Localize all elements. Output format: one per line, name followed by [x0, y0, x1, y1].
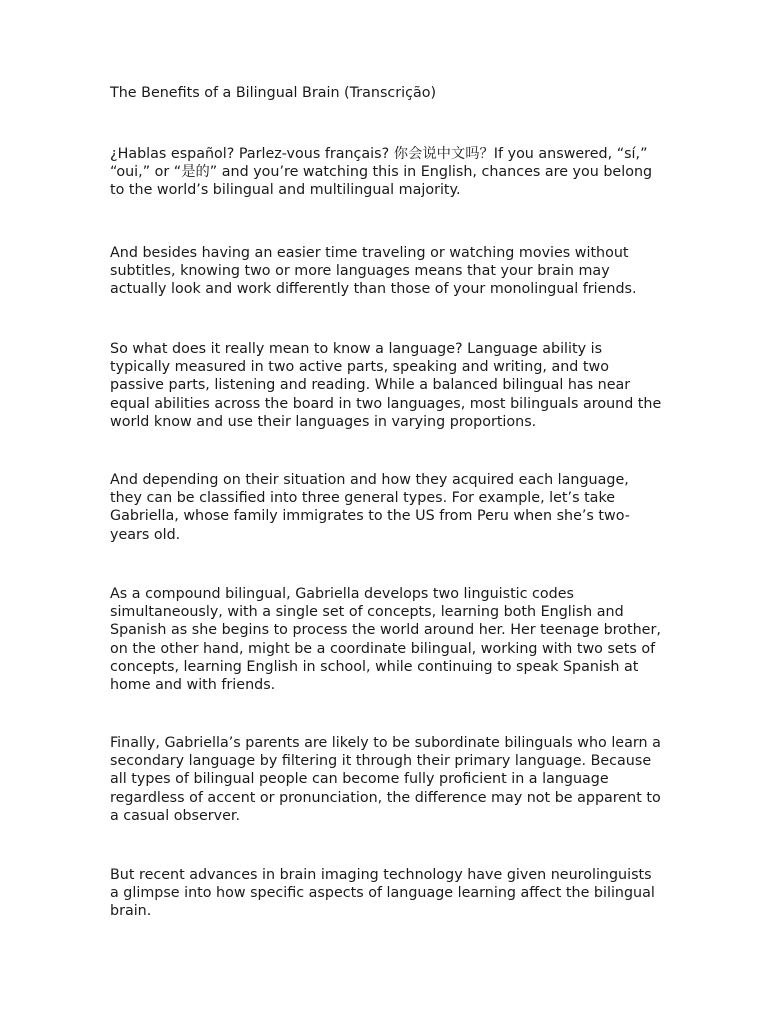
paragraph-line: they can be classified into three general types. For example, let’s take — [110, 490, 616, 507]
paragraph-line: regardless of accent or pronunciation, the difference may not be apparent to — [110, 789, 661, 806]
paragraph-line: concepts, learning English in school, while continuing to speak Spanish at — [110, 658, 639, 675]
paragraph-line: all types of bilingual people can become fully proficient in a language — [110, 771, 609, 788]
paragraph-line: Finally, Gabriella’s parents are likely to be subordinate bilinguals who learn a — [110, 735, 661, 751]
paragraph-line: And besides having an easier time traveling or watching movies without — [110, 245, 629, 261]
paragraph-line: ¿Hablas español? Parlez-vous français? 你会说中文吗？If you answered, “sí,” — [110, 146, 648, 162]
paragraph-line: actually look and work differently than those of your monolingual friends. — [110, 281, 637, 298]
paragraph-5 — [110, 585, 670, 694]
paragraph-line: a glimpse into how specific aspects of language learning affect the bilingual — [110, 885, 655, 902]
paragraph-line: secondary language by filtering it through their primary language. Because — [110, 753, 652, 770]
paragraph-line: brain. — [110, 903, 152, 920]
paragraph-line: equal abilities across the board in two languages, most bilinguals around the — [110, 395, 662, 412]
paragraph-line: And depending on their situation and how they acquired each language, — [110, 472, 629, 488]
paragraph-line: passive parts, listening and reading. While a balanced bilingual has near — [110, 377, 631, 394]
paragraph-line: typically measured in two active parts, speaking and writing, and two — [110, 359, 609, 376]
paragraph-line: “oui,” or “是的” and you’re watching this in English, chances are you belong — [110, 164, 653, 181]
paragraph-line: subtitles, knowing two or more languages means that your brain may — [110, 263, 610, 280]
paragraph-line: home and with friends. — [110, 677, 276, 694]
paragraph-line: So what does it really mean to know a language? Language ability is — [110, 341, 603, 357]
paragraph-4 — [110, 471, 670, 544]
paragraph-6 — [110, 734, 670, 825]
paragraph-7 — [110, 866, 670, 921]
paragraph-line: to the world’s bilingual and multilingual majority. — [110, 182, 461, 199]
paragraph-line: Gabriella, whose family immigrates to the US from Peru when she’s two- — [110, 508, 630, 525]
paragraph-3 — [110, 340, 670, 431]
paragraph-line: As a compound bilingual, Gabriella develops two linguistic codes — [110, 586, 574, 602]
paragraph-2 — [110, 244, 670, 299]
paragraph-line: world know and use their languages in varying proportions. — [110, 413, 537, 430]
paragraph-1 — [110, 145, 670, 200]
paragraph-line: years old. — [110, 526, 181, 543]
paragraph-line: a casual observer. — [110, 807, 241, 824]
paragraph-line: simultaneously, with a single set of concepts, learning both English and — [110, 604, 624, 621]
paragraph-line: on the other hand, might be a coordinate bilingual, working with two sets of — [110, 640, 656, 657]
paragraph-line: But recent advances in brain imaging technology have given neurolinguists — [110, 867, 652, 883]
document-title: The Benefits of a Bilingual Brain (Transcrição) — [110, 85, 437, 101]
paragraph-line: Spanish as she begins to process the world around her. Her teenage brother, — [110, 622, 661, 639]
